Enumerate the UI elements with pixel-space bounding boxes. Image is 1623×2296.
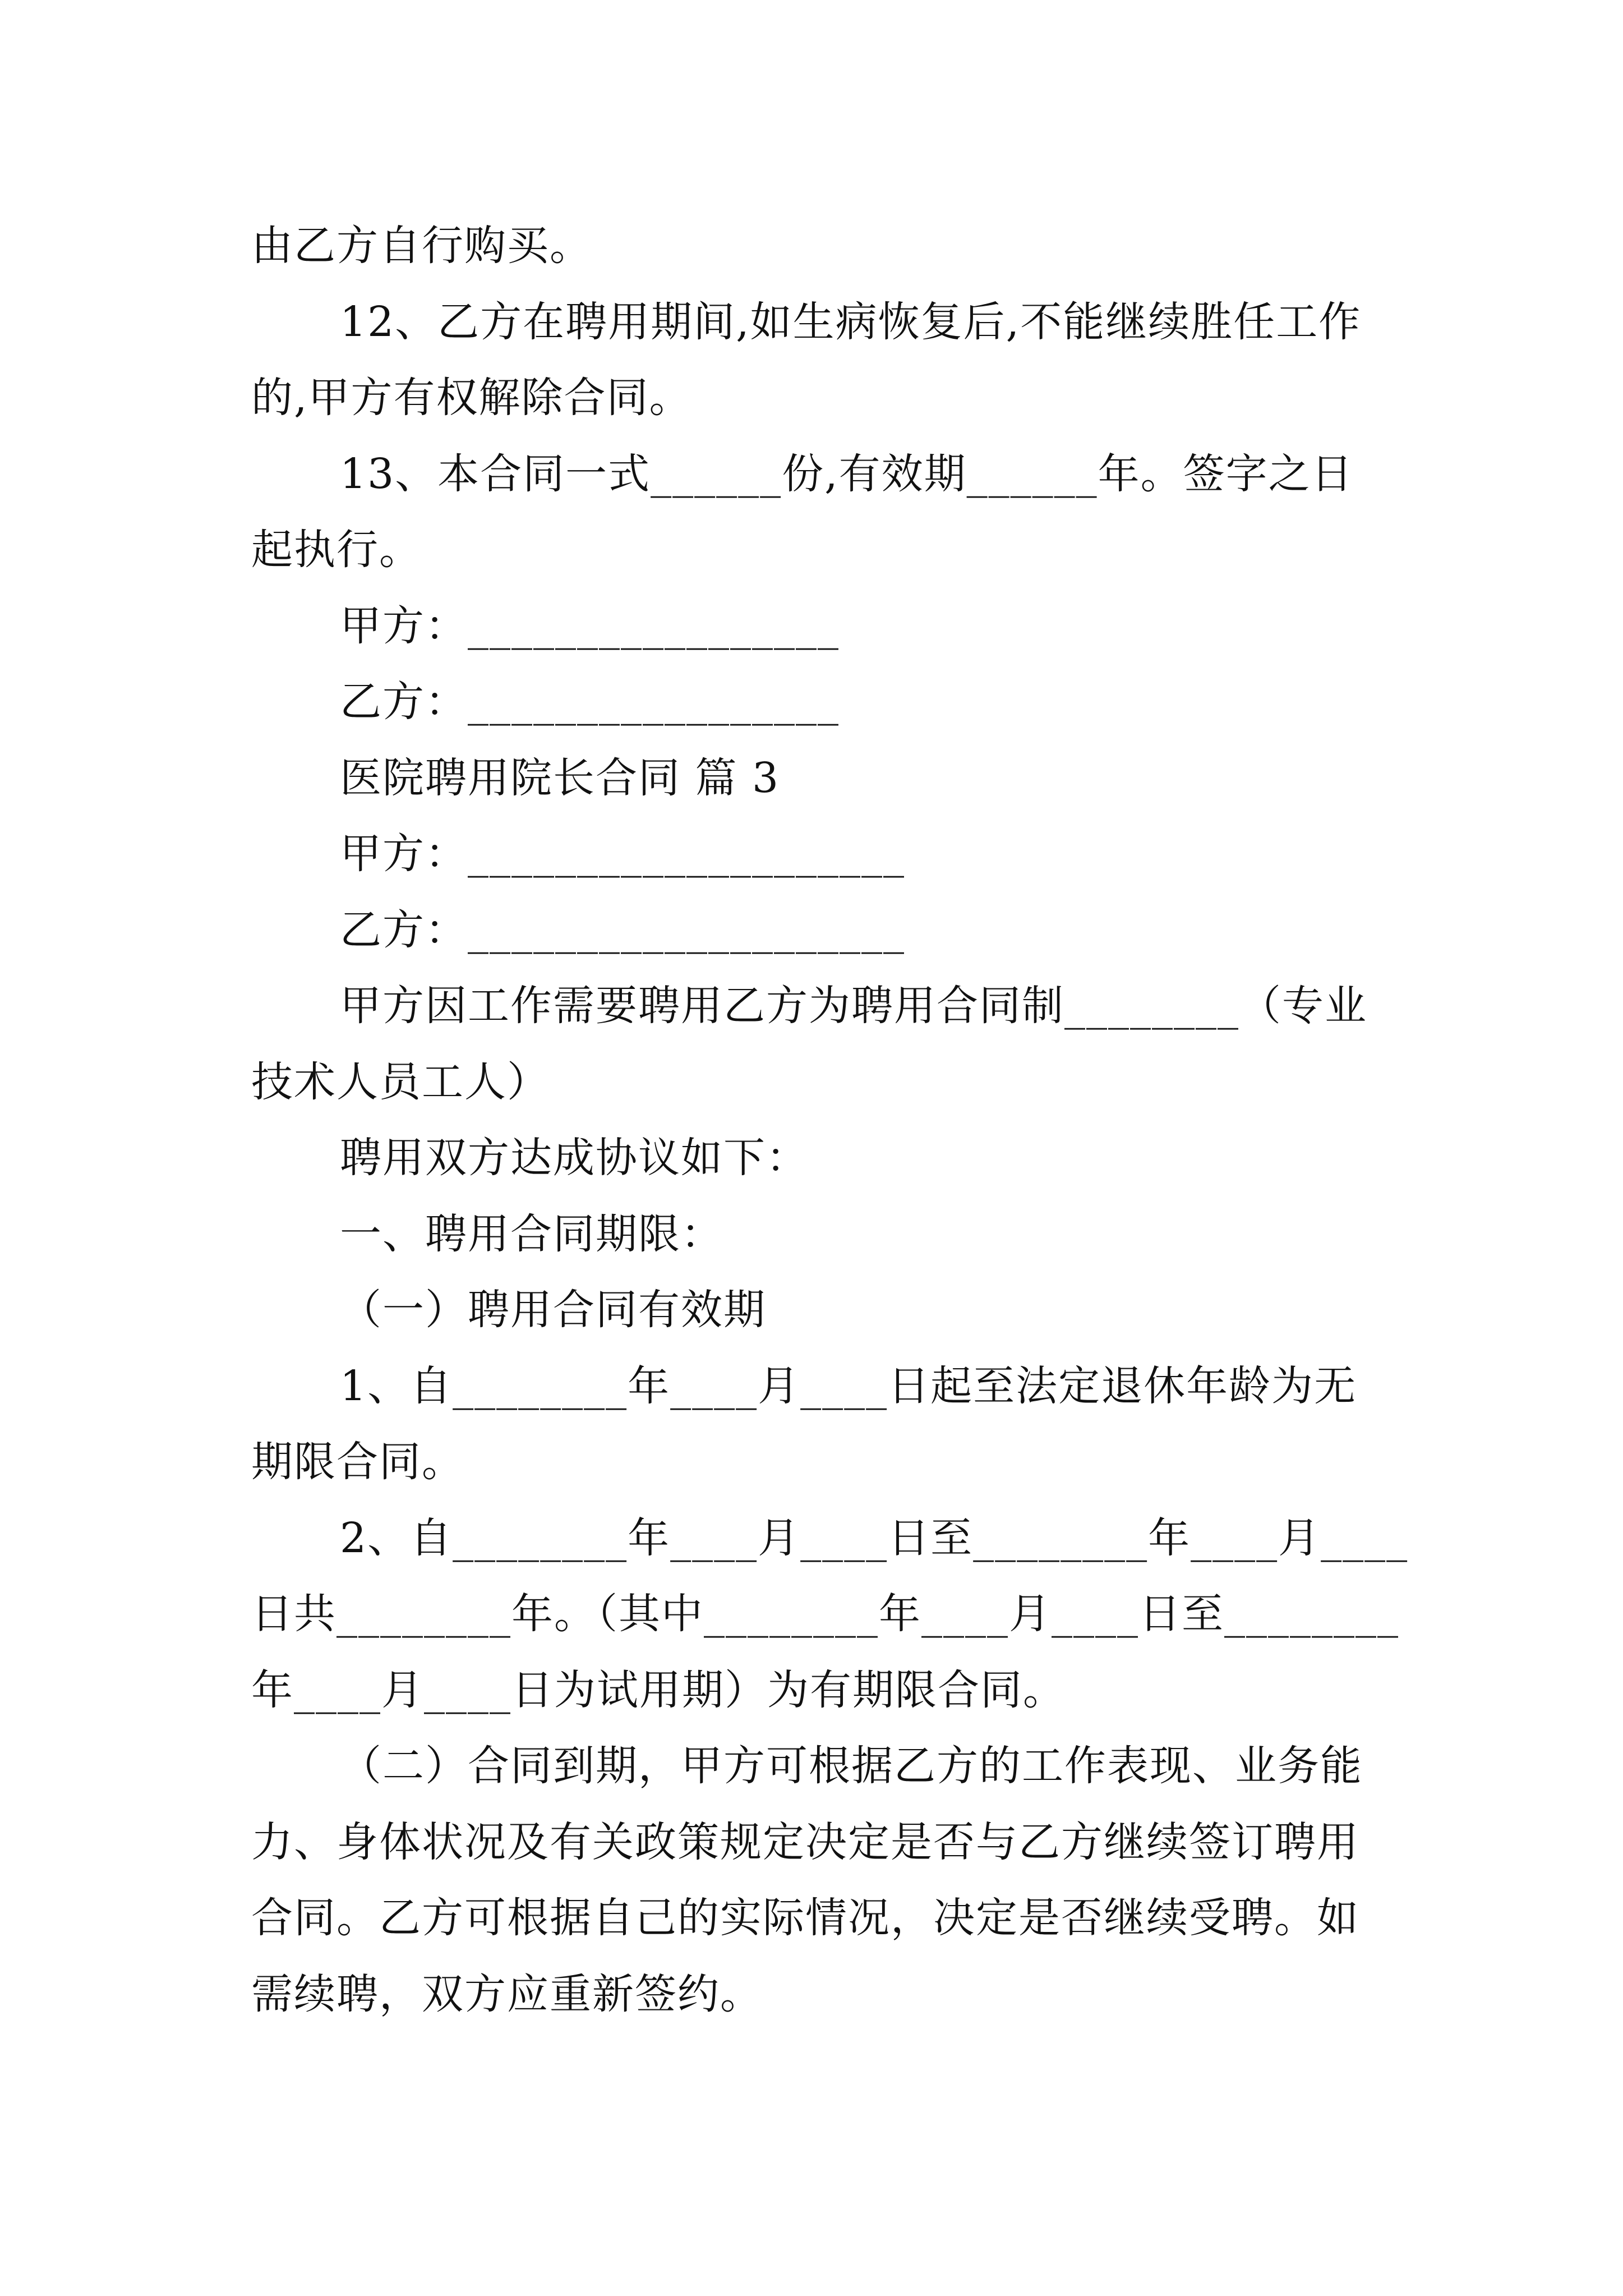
text-line: 甲方：____________________ — [340, 830, 905, 878]
text-line: 力、身体状况及有关政策规定决定是否与乙方继续签订聘用 — [251, 1818, 1359, 1866]
text-line: 乙方：____________________ — [340, 906, 905, 954]
text-line: 乙方：_________________ — [340, 678, 840, 726]
text-line: 甲方因工作需要聘用乙方为聘用合同制________（专业 — [340, 982, 1367, 1030]
text-line: 日共________年。（其中________年____月____日至________ — [251, 1590, 1399, 1638]
text-line: 甲方：_________________ — [340, 602, 840, 650]
text-line: 起执行。 — [251, 526, 422, 574]
text-line: （二）合同到期，甲方可根据乙方的工作表现、业务能 — [340, 1742, 1363, 1790]
text-line: 由乙方自行购买。 — [251, 222, 592, 270]
text-line: 2、自________年____月____日至________年____月____ — [340, 1514, 1409, 1562]
text-line: 12、乙方在聘用期间,如生病恢复后,不能继续胜任工作 — [340, 298, 1362, 346]
text-line: 一、聘用合同期限： — [340, 1210, 723, 1258]
text-line: 13、本合同一式______份,有效期______年。签字之日 — [340, 450, 1354, 498]
text-line: 1、自________年____月____日起至法定退休年龄为无 — [340, 1362, 1357, 1410]
text-line: 需续聘，双方应重新签约。 — [251, 1970, 763, 2018]
text-line: 年____月____日为试用期）为有期限合同。 — [251, 1666, 1066, 1714]
text-line: 的,甲方有权解除合同。 — [251, 374, 692, 422]
text-line: 期限合同。 — [251, 1438, 464, 1486]
text-line: （一）聘用合同有效期 — [340, 1286, 766, 1334]
text-line: 聘用双方达成协议如下： — [340, 1134, 809, 1182]
text-line: 合同。乙方可根据自己的实际情况，决定是否继续受聘。如 — [251, 1894, 1359, 1942]
text-line: 技术人员工人） — [251, 1058, 550, 1106]
section-heading: 医院聘用院长合同 篇 3 — [340, 754, 780, 802]
